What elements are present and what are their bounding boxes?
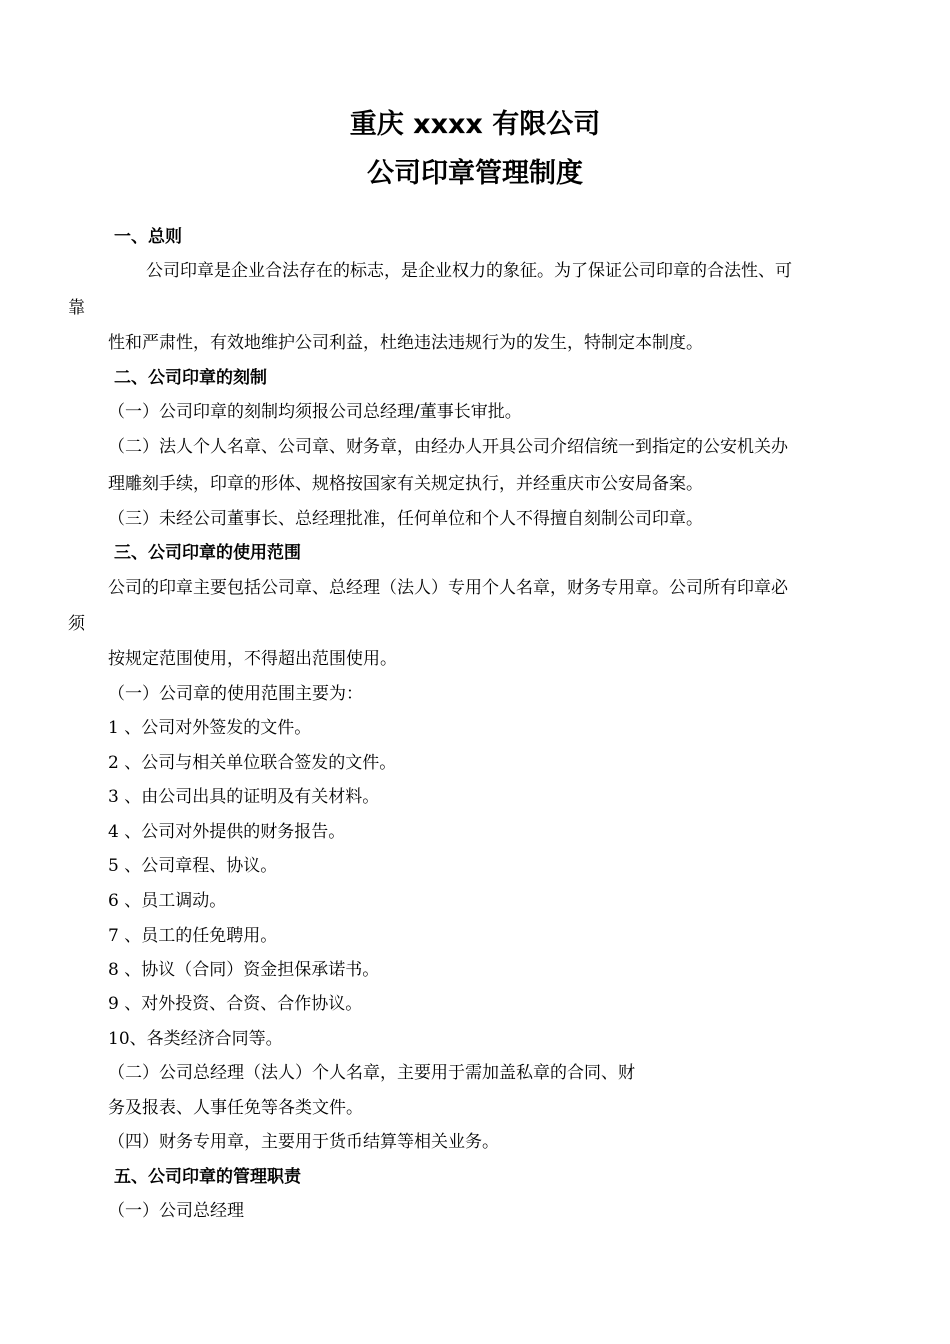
paragraph-line: （一）公司印章的刻制均须报公司总经理/董事长审批。 [108,402,522,422]
paragraph-line: （二）法人个人名章、公司章、财务章，由经办人开具公司介绍信统一到指定的公安机关办 [108,437,788,457]
list-item: 1 、公司对外签发的文件。 [108,718,312,738]
paragraph-line: （二）公司总经理（法人）个人名章，主要用于需加盖私章的合同、财 [108,1063,635,1083]
section-heading-management-duties: 五、公司印章的管理职责 [114,1167,301,1187]
paragraph-line: 须 [68,614,85,634]
document-title: 公司印章管理制度 [367,158,583,189]
section-heading-engraving: 二、公司印章的刻制 [114,368,267,388]
list-item: 3 、由公司出具的证明及有关材料。 [108,787,380,807]
paragraph-line: 性和严肃性，有效地维护公司利益，杜绝违法违规行为的发生，特制定本制度。 [108,333,703,353]
list-item: 5 、公司章程、协议。 [108,856,278,876]
list-item: 4 、公司对外提供的财务报告。 [108,822,346,842]
paragraph-line: （三）未经公司董事长、总经理批准，任何单位和个人不得擅自刻制公司印章。 [108,509,703,529]
paragraph-line: （一）公司总经理 [108,1201,244,1221]
section-heading-general: 一、总则 [114,227,182,247]
list-item: 10、各类经济合同等。 [108,1029,283,1049]
paragraph-line: 公司印章是企业合法存在的标志，是企业权力的象征。为了保证公司印章的合法性、可 [146,261,792,281]
list-item: 7 、员工的任免聘用。 [108,926,278,946]
list-item: 8 、协议（合同）资金担保承诺书。 [108,960,380,980]
list-item: 2 、公司与相关单位联合签发的文件。 [108,753,397,773]
paragraph-line: 公司的印章主要包括公司章、总经理（法人）专用个人名章，财务专用章。公司所有印章必 [108,578,788,598]
paragraph-line: 靠 [68,298,85,318]
paragraph-line: 理雕刻手续，印章的形体、规格按国家有关规定执行，并经重庆市公安局备案。 [108,474,703,494]
paragraph-line: （四）财务专用章，主要用于货币结算等相关业务。 [108,1132,499,1152]
section-heading-usage-scope: 三、公司印章的使用范围 [114,543,301,563]
paragraph-line: 按规定范围使用，不得超出范围使用。 [108,649,397,669]
list-item: 9 、对外投资、合资、合作协议。 [108,994,363,1014]
company-title: 重庆 xxxx 有限公司 [349,109,601,140]
paragraph-line: 务及报表、人事任免等各类文件。 [108,1098,363,1118]
paragraph-line: （一）公司章的使用范围主要为： [108,684,363,704]
list-item: 6 、员工调动。 [108,891,227,911]
